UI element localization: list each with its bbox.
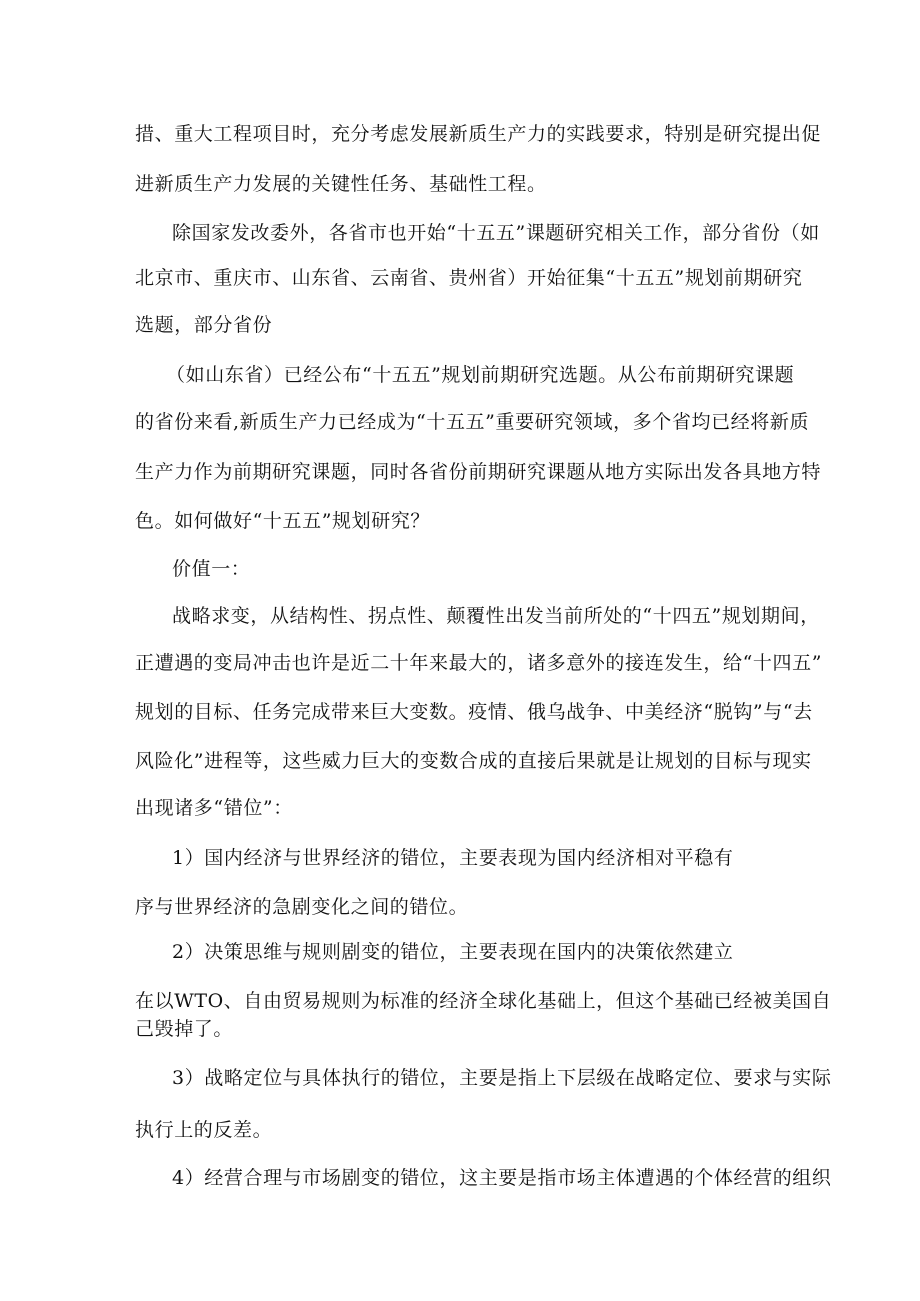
- list-item-line: 4）经营合理与市场剧变的错位，这主要是指市场主体遭遇的个体经营的组织: [172, 1167, 832, 1189]
- text-line: 序与世界经济的急剧变化之间的错位。: [135, 896, 469, 918]
- text-line: 进新质生产力发展的关键性任务、基础性工程。: [135, 173, 547, 195]
- section-heading: 价值一：: [172, 558, 251, 580]
- text-line: 色。如何做好“十五五”规划研究？: [135, 510, 431, 532]
- text-line: 生产力作为前期研究课题，同时各省份前期研究课题从地方实际出发各具地方特: [135, 461, 822, 483]
- text-line: 除国家发改委外，各省市也开始“十五五”课题研究相关工作，部分省份（如: [172, 222, 820, 244]
- list-item-line: 3）战略定位与具体执行的错位，主要是指上下层级在战略定位、要求与实际: [172, 1067, 832, 1089]
- text-line: （如山东省）已经公布“十五五”规划前期研究选题。从公布前期研究课题: [166, 364, 795, 386]
- text-line: 战略求变，从结构性、拐点性、颠覆性出发当前所处的“十四五”规划期间，: [172, 605, 820, 627]
- text-line: 措、重大工程项目时，充分考虑发展新质生产力的实践要求，特别是研究提出促: [135, 123, 822, 145]
- text-line: 规划的目标、任务完成带来巨大变数。疫情、俄乌战争、中美经济“脱钩”与“去: [135, 701, 813, 723]
- text-line: 在以WTO、自由贸易规则为标准的经济全球化基础上，但这个基础已经被美国自: [135, 990, 832, 1012]
- text-line: 执行上的反差。: [135, 1119, 273, 1141]
- text-line: 选题，部分省份: [135, 314, 273, 336]
- text-line: 正遭遇的变局冲击也许是近二十年来最大的，诸多意外的接连发生，给“十四五”: [135, 652, 823, 674]
- text-line: 己毁掉了。: [135, 1018, 234, 1040]
- list-item-line: 1）国内经济与世界经济的错位，主要表现为国内经济相对平稳有: [172, 847, 734, 869]
- text-line: 风险化”进程等，这些威力巨大的变数合成的直接后果就是让规划的目标与现实: [135, 750, 812, 772]
- list-item-line: 2）决策思维与规则剧变的错位，主要表现在国内的决策依然建立: [172, 941, 734, 963]
- text-line: 北京市、重庆市、山东省、云南省、贵州省）开始征集“十五五”规划前期研究: [135, 267, 803, 289]
- text-line: 出现诸多“错位”：: [135, 797, 293, 819]
- text-line: 的省份来看,新质生产力已经成为“十五五”重要研究领域，多个省均已经将新质: [135, 411, 810, 433]
